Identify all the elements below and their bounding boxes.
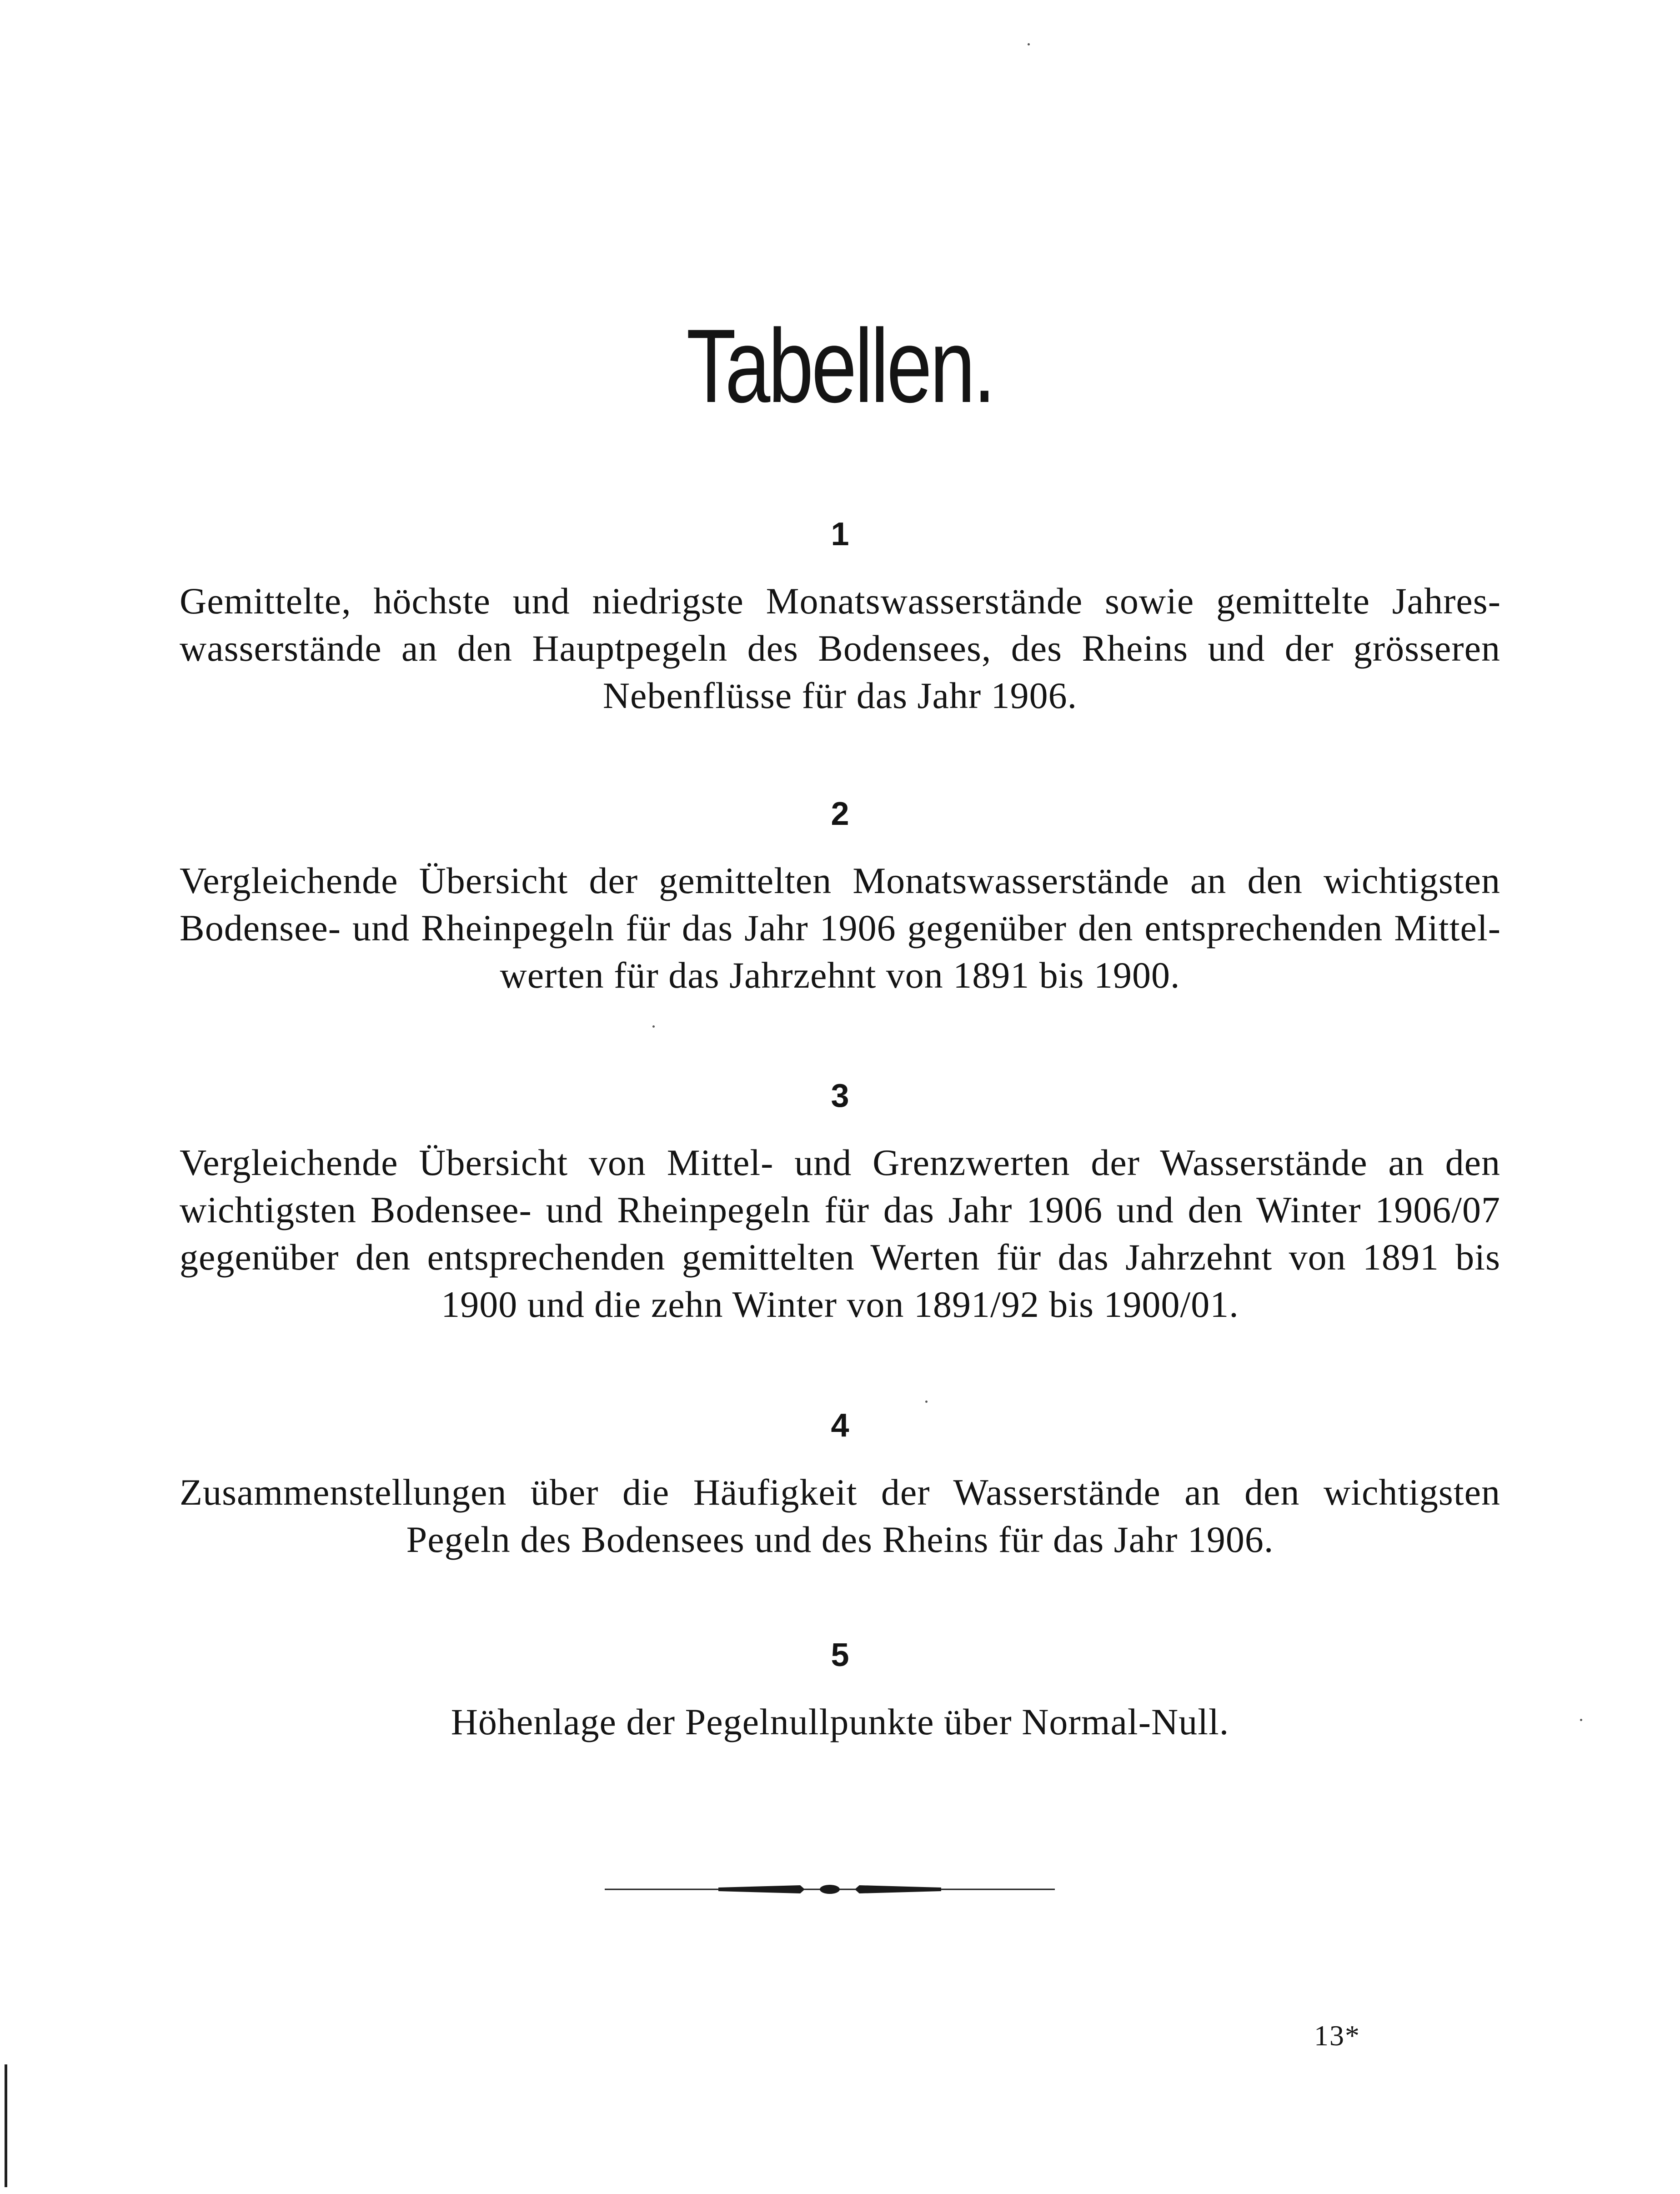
scan-speck [1028,43,1030,45]
scan-speck [925,1401,928,1403]
entry-description: Höhenlage der Pegelnullpunkte über Normal-Null. [451,1701,1229,1742]
table-entry-4 [180,1405,1500,1563]
entry-description: Vergleichende Übersicht von Mittel- und Grenzwerten der Wasserstände an den wichtigsten Bodensee- und Rheinpegeln für das Jahr 1906 und den Winter 1906/07 gegenüber den entsprechenden gemittelten Werten für das Jahrzehnt von 1891 bis 1900 und die zehn Winter von 1891/92 bis 1900/01. [180,1142,1500,1325]
table-entry-1 [180,514,1500,719]
entry-number: 5 [831,1637,849,1673]
scan-margin-mark [5,2064,7,2187]
entry-number: 3 [831,1078,849,1114]
entry-description: Vergleichende Übersicht der gemittelten Monatswasserstände an den wichtigsten Bodensee- und Rheinpegeln für das Jahr 1906 gegenüber den entsprechenden Mittelwerten für das Jahrzehnt von 1891 bis 1900. [180,860,1500,996]
scan-speck [1580,1719,1582,1721]
entry-number: 1 [831,516,849,552]
entry-number: 2 [831,796,849,832]
page-number: 13* [1314,2019,1360,2052]
table-entry-5 [180,1635,1500,1746]
ornamental-divider [605,1878,1055,1901]
table-entry-3 [180,1075,1500,1328]
entry-description: Zusammenstellungen über die Häufigkeit der Wasserstände an den wichtigsten Pegeln des Bodensees und des Rheins für das Jahr 1906. [180,1471,1500,1560]
entry-number: 4 [831,1407,849,1444]
entry-description: Gemittelte, höchste und niedrigste Monatswasserstände sowie gemittelte Jahreswasserstände an den Hauptpegeln des Bodensees, des Rheins und der grösseren Nebenflüsse für das Jahr 1906. [180,580,1500,716]
scan-speck [652,1025,655,1028]
table-entry-2 [180,793,1500,999]
page-title: Tabellen. [686,307,994,424]
